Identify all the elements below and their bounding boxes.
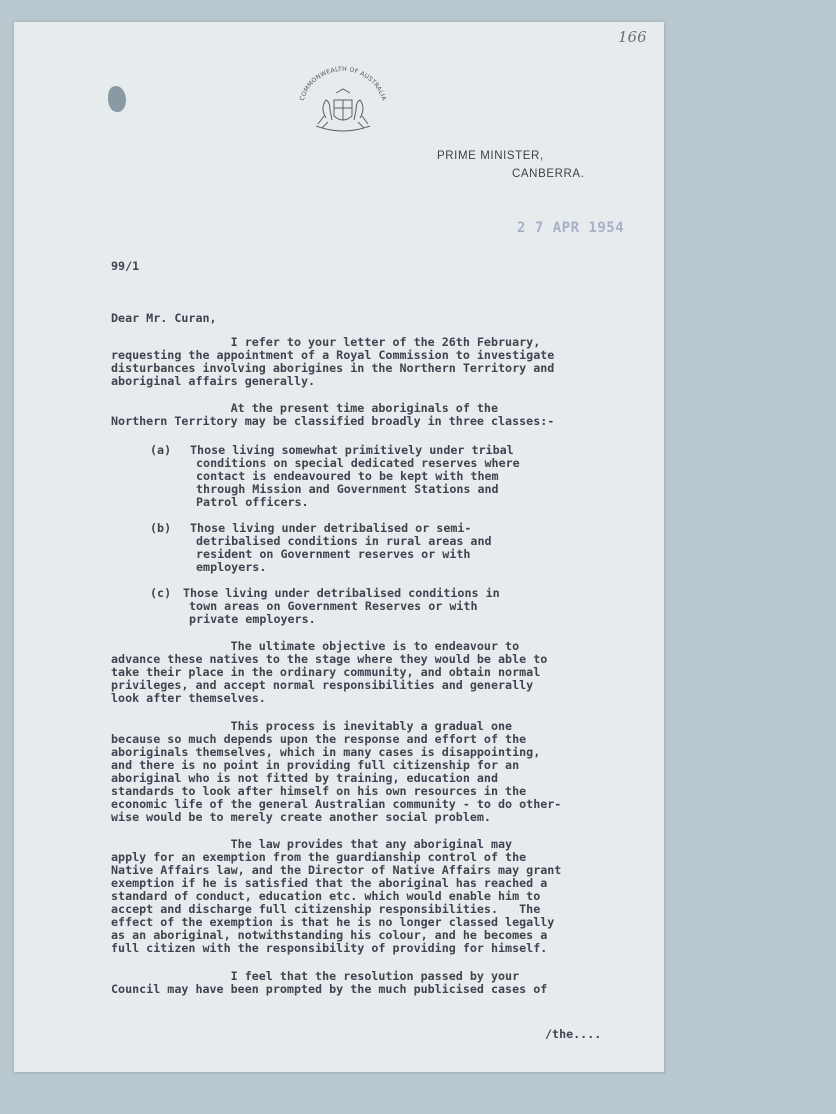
paragraph-4-line: aboriginal who is not fitted by training, education and: [111, 771, 499, 785]
office-title: PRIME MINISTER,: [437, 150, 544, 162]
class-a-line: Those living somewhat primitively under tribal: [190, 443, 514, 457]
class-a-line: Patrol officers.: [196, 495, 309, 509]
class-a-line: conditions on special dedicated reserves where: [196, 456, 520, 470]
paragraph-4-line: because so much depends upon the response and effort of the: [111, 732, 527, 746]
paragraph-3-line: advance these natives to the stage where they would be able to: [111, 652, 548, 666]
office-location: CANBERRA.: [512, 168, 585, 180]
paragraph-3-line: look after themselves.: [111, 691, 266, 705]
paragraph-6-line: I feel that the resolution passed by your: [111, 969, 520, 983]
class-c-line: Those living under detribalised conditions in: [183, 586, 500, 600]
paragraph-2-line: At the present time aboriginals of the: [111, 401, 499, 415]
class-a-line: contact is endeavoured to be kept with them: [196, 469, 499, 483]
paragraph-5-line: accept and discharge full citizenship responsibilities. The: [111, 902, 541, 916]
class-b-line: Those living under detribalised or semi-: [190, 521, 472, 535]
class-b-line: detribalised conditions in rural areas and: [196, 534, 492, 548]
paragraph-5-line: effect of the exemption is that he is no longer classed legally: [111, 915, 555, 929]
paragraph-3-line: privileges, and accept normal responsibilities and generally: [111, 678, 534, 692]
reference-number: 99/1: [111, 259, 140, 273]
paragraph-5-line: full citizen with the responsibility of providing for himself.: [111, 941, 548, 955]
paragraph-4-line: wise would be to merely create another social problem.: [111, 810, 491, 824]
class-c-label: (c): [150, 586, 172, 600]
paragraph-4-line: standards to look after himself on his own resources in the: [111, 784, 527, 798]
coat-of-arms-icon: [290, 66, 396, 138]
punch-hole: [108, 86, 126, 112]
folio-number: 166: [618, 28, 647, 46]
paragraph-4-line: economic life of the general Australian community - to do other-: [111, 797, 562, 811]
date-stamp: 2 7 APR 1954: [517, 220, 625, 236]
class-c-line: town areas on Government Reserves or with: [189, 599, 478, 613]
class-a-line: through Mission and Government Stations and: [196, 482, 499, 496]
paragraph-5-line: standard of conduct, education etc. which would enable him to: [111, 889, 541, 903]
paragraph-5-line: apply for an exemption from the guardianship control of the: [111, 850, 527, 864]
class-b-line: resident on Government reserves or with: [196, 547, 471, 561]
paragraph-3-line: The ultimate objective is to endeavour to: [111, 639, 520, 653]
paragraph-5-line: Native Affairs law, and the Director of Native Affairs may grant: [111, 863, 562, 877]
paragraph-6-line: Council may have been prompted by the much publicised cases of: [111, 982, 548, 996]
crest-text: COMMONWEALTH OF AUSTRALIA: [298, 66, 388, 102]
paragraph-1-line: disturbances involving aborigines in the Northern Territory and: [111, 361, 555, 375]
paragraph-5-line: as an aboriginal, notwithstanding his colour, and he becomes a: [111, 928, 548, 942]
paragraph-1-line: requesting the appointment of a Royal Commission to investigate: [111, 348, 555, 362]
class-b-label: (b): [150, 521, 172, 535]
paragraph-1-line: I refer to your letter of the 26th February,: [111, 335, 541, 349]
class-a-label: (a): [150, 443, 172, 457]
continuation-marker: /the....: [545, 1027, 602, 1041]
salutation: Dear Mr. Curan,: [111, 311, 217, 325]
class-c-line: private employers.: [189, 612, 316, 626]
paragraph-2-line: Northern Territory may be classified broadly in three classes:-: [111, 414, 555, 428]
paragraph-4-line: aboriginals themselves, which in many cases is disappointing,: [111, 745, 541, 759]
paragraph-3-line: take their place in the ordinary community, and obtain normal: [111, 665, 541, 679]
paragraph-4-line: This process is inevitably a gradual one: [111, 719, 513, 733]
class-b-line: employers.: [196, 560, 267, 574]
paragraph-5-line: exemption if he is satisfied that the aboriginal has reached a: [111, 876, 548, 890]
paragraph-4-line: and there is no point in providing full citizenship for an: [111, 758, 520, 772]
paragraph-5-line: The law provides that any aboriginal may: [111, 837, 513, 851]
paragraph-1-line: aboriginal affairs generally.: [111, 374, 316, 388]
